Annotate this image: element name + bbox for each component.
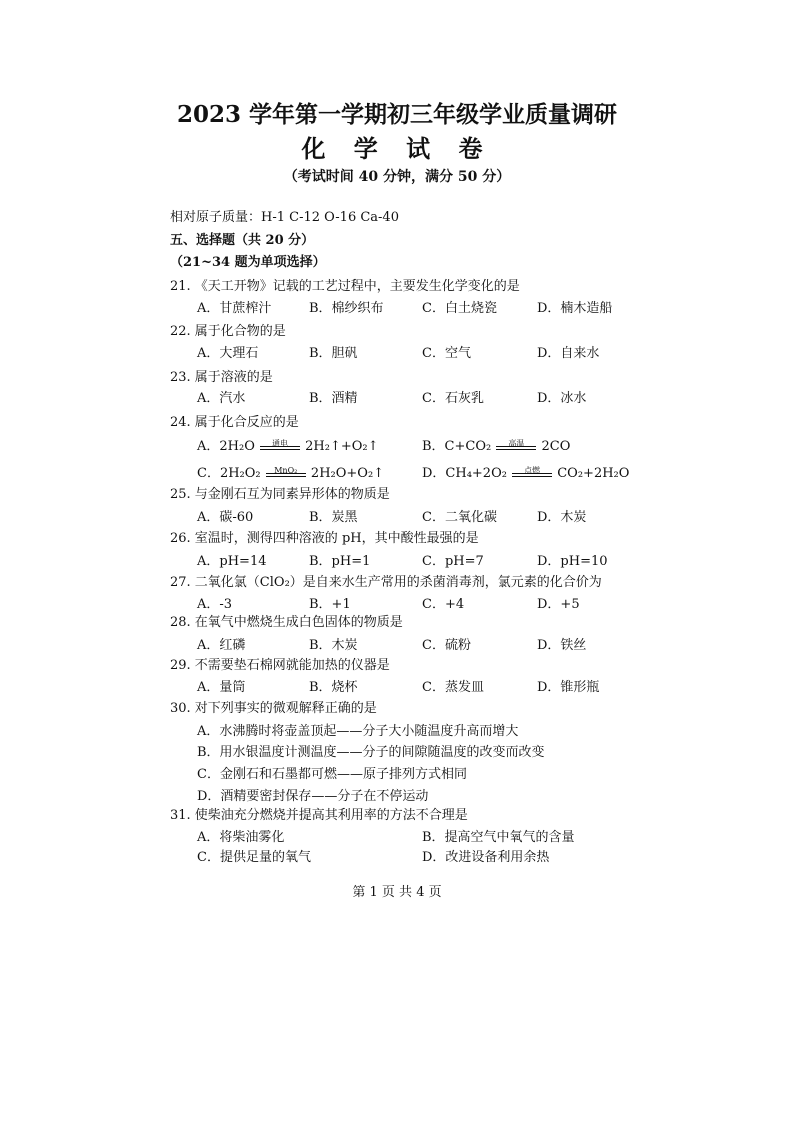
q24-b-condition: 高温 [508, 438, 525, 448]
q26-option-b: B．pH=1 [309, 554, 371, 569]
q25-option-d: D．木炭 [537, 510, 587, 525]
q24-d-condition: 点燃 [524, 465, 541, 475]
exam-title: 2023 学年第一学期初三年级学业质量调研 [176, 101, 618, 128]
q30-option-a: A．水沸腾时将壶盖顶起——分子大小随温度升高而增大 [197, 724, 519, 739]
q31-option-b: B．提高空气中氧气的含量 [422, 830, 575, 845]
q23-option-b: B．酒精 [309, 391, 358, 406]
q24-b-arrow [496, 438, 536, 450]
q24-d-reactants: D．CH₄+2O₂ [422, 466, 507, 481]
q24-d-products: CO₂+2H₂O [557, 466, 630, 481]
q24-d-arrow [512, 465, 552, 477]
q22-option-b: B．胆矾 [309, 346, 358, 361]
q21-option-b: B．棉纱织布 [309, 301, 384, 316]
q24-c-condition: MnO₂ [274, 465, 298, 475]
q21-option-a: A．甘蔗榨汁 [197, 301, 272, 316]
q31-option-c: C．提供足量的氧气 [197, 850, 311, 865]
section-title: 五、选择题（共 20 分） [170, 233, 315, 248]
q27-option-c: C．+4 [422, 597, 465, 612]
q28-option-d: D．铁丝 [537, 638, 587, 653]
q22-option-a: A．大理石 [197, 346, 259, 361]
question-24: 24. 属于化合反应的是 [170, 415, 299, 430]
q30-option-c: C．金刚石和石墨都可燃——原子排列方式相同 [197, 767, 467, 782]
exam-note: （考试时间 40 分钟，满分 50 分） [283, 169, 511, 185]
q24-b-reactants: B．C+CO₂ [422, 439, 492, 454]
q24-option-a [197, 438, 379, 456]
q24-b-products: 2CO [541, 439, 571, 454]
q29-option-b: B．烧杯 [309, 680, 358, 695]
q29-option-a: A．量筒 [197, 680, 246, 695]
q30-option-b: B．用水银温度计测温度——分子的间隙随温度的改变而改变 [197, 745, 545, 760]
q29-option-c: C．蒸发皿 [422, 680, 484, 695]
q31-option-a: A．将柴油雾化 [197, 830, 285, 845]
question-21: 21. 《天工开物》记载的工艺过程中，主要发生化学变化的是 [170, 279, 520, 294]
atomic-masses: 相对原子质量：H-1 C-12 O-16 Ca-40 [170, 210, 399, 225]
q24-c-reactants: C．2H₂O₂ [197, 466, 261, 481]
q24-a-arrow [260, 438, 300, 450]
q22-option-d: D．自来水 [537, 346, 600, 361]
question-31: 31. 使柴油充分燃烧并提高其利用率的方法不合理是 [170, 808, 468, 823]
q24-a-products: 2H₂↑+O₂↑ [305, 439, 379, 454]
q27-option-b: B．+1 [309, 597, 351, 612]
q24-a-condition: 通电 [272, 438, 289, 448]
question-29: 29. 不需要垫石棉网就能加热的仪器是 [170, 658, 390, 673]
q21-option-d: D．楠木造船 [537, 301, 613, 316]
question-22: 22. 属于化合物的是 [170, 324, 286, 339]
q27-option-a: A．-3 [197, 597, 233, 612]
q30-option-d: D．酒精要密封保存——分子在不停运动 [197, 789, 429, 804]
q25-option-c: C．二氧化碳 [422, 510, 497, 525]
q24-option-b [422, 438, 570, 456]
question-28: 28. 在氧气中燃烧生成白色固体的物质是 [170, 615, 403, 630]
q28-option-b: B．木炭 [309, 638, 358, 653]
q26-option-a: A．pH=14 [197, 554, 267, 569]
q27-option-d: D．+5 [537, 597, 580, 612]
question-25: 25. 与金刚石互为同素异形体的物质是 [170, 487, 390, 502]
q24-option-d [422, 465, 629, 483]
q31-option-d: D．改进设备利用余热 [422, 850, 550, 865]
q28-option-a: A．红磷 [197, 638, 246, 653]
page-footer: 第 1 页 共 4 页 [352, 885, 442, 900]
question-23: 23. 属于溶液的是 [170, 370, 273, 385]
q21-option-c: C．白土烧瓷 [422, 301, 497, 316]
q22-option-c: C．空气 [422, 346, 471, 361]
q23-option-d: D．冰水 [537, 391, 587, 406]
q24-option-c [197, 465, 384, 483]
question-26: 26. 室温时，测得四种溶液的 pH，其中酸性最强的是 [170, 531, 479, 546]
question-27: 27. 二氧化氯（ClO₂）是自来水生产常用的杀菌消毒剂，氯元素的化合价为 [170, 575, 602, 590]
q25-option-b: B．炭黑 [309, 510, 358, 525]
q26-option-d: D．pH=10 [537, 554, 608, 569]
section-note: （21~34 题为单项选择） [170, 255, 326, 270]
q24-a-reactants: A．2H₂O [197, 439, 255, 454]
q23-option-c: C．石灰乳 [422, 391, 484, 406]
q23-option-a: A．汽水 [197, 391, 246, 406]
q25-option-a: A．碳-60 [197, 510, 254, 525]
q24-c-products: 2H₂O+O₂↑ [310, 466, 385, 481]
question-30: 30. 对下列事实的微观解释正确的是 [170, 701, 377, 716]
q28-option-c: C．硫粉 [422, 638, 471, 653]
q26-option-c: C．pH=7 [422, 554, 484, 569]
q29-option-d: D．锥形瓶 [537, 680, 600, 695]
exam-subtitle: 化 学 试 卷 [301, 134, 493, 163]
q24-c-arrow [266, 465, 306, 477]
